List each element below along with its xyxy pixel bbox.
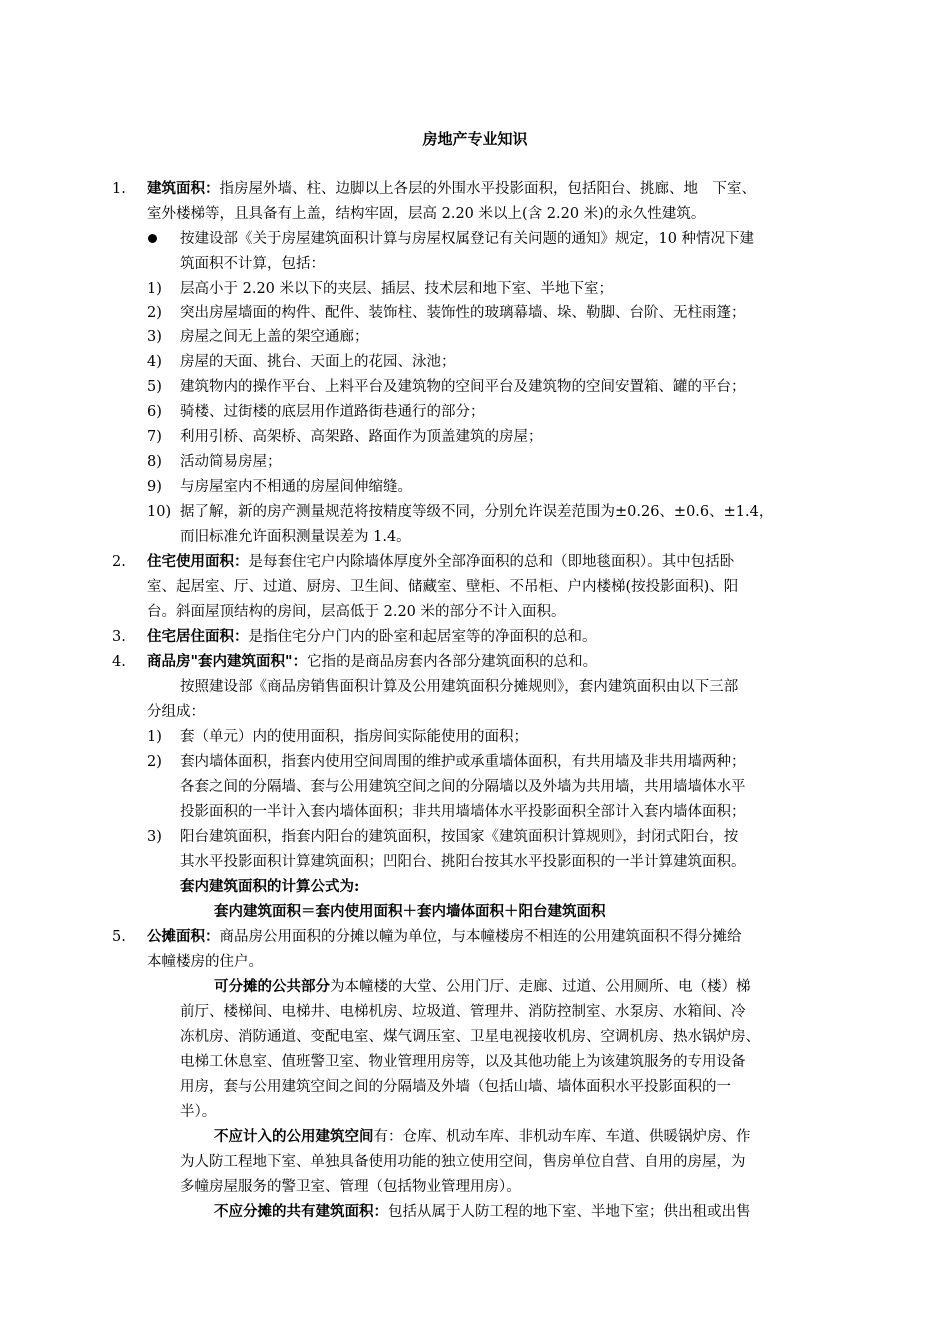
list-item-number: 5) xyxy=(147,379,162,395)
section-1-line-1 xyxy=(147,179,756,199)
paragraph-line: 冻机房、消防通道、变配电室、煤气调压室、卫星电视接收机房、空调机房、热水锅炉房、 xyxy=(180,1029,760,1045)
paragraph-line xyxy=(214,1127,751,1147)
list-item-continuation: 其水平投影面积计算建筑面积；凹阳台、挑阳台按其水平投影面积的一半计算建筑面积。 xyxy=(180,854,746,870)
paragraph-line: 电梯工休息室、值班警卫室、物业管理用房等，以及其他功能上为该建筑服务的专用设备 xyxy=(180,1054,746,1070)
list-item-number: 3) xyxy=(147,829,162,845)
list-item: 套内墙体面积，指套内使用空间周围的维护或承重墙体面积，有共用墙及非共用墙两种； xyxy=(180,754,746,770)
formula: 套内建筑面积＝套内使用面积＋套内墙体面积＋阳台建筑面积 xyxy=(214,903,606,920)
list-item: 利用引桥、高架桥、高架路、路面作为顶盖建筑的房屋； xyxy=(180,429,543,445)
list-item-number: 4) xyxy=(147,354,162,370)
paragraph-text: 包括从属于人防工程的地下室、半地下室；供出租或出售 xyxy=(388,1204,751,1220)
section-number: 5. xyxy=(112,929,126,945)
section-4-line-1 xyxy=(147,652,597,672)
section-5-line-1 xyxy=(147,927,742,947)
paragraph-text: 为本幢楼的大堂、公用门厅、走廊、过道、公用厕所、电（楼）梯 xyxy=(330,979,751,995)
list-item: 据了解，新的房产测量规范将按精度等级不同，分别允许误差范围为±0.26、±0.6、±1.4， xyxy=(180,504,774,520)
list-item: 房屋的天面、挑台、天面上的花园、泳池； xyxy=(180,354,456,370)
section-2-line-1 xyxy=(147,552,734,572)
section-number: 4. xyxy=(112,654,126,670)
section-number: 3. xyxy=(112,629,126,645)
paragraph-line: 用房，套与公用建筑空间之间的分隔墙及外墙（包括山墙、墙体面积水平投影面积的一 xyxy=(180,1079,731,1095)
list-item-continuation: 而旧标准允许面积测量误差为 1.4。 xyxy=(180,529,411,545)
page-title: 房地产专业知识 xyxy=(422,130,528,148)
list-item: 与房屋室内不相通的房屋间伸缩缝。 xyxy=(180,479,412,495)
section-text: 是每套住宅户内除墙体厚度外全部净面积的总和（即地毯面积）。其中包括卧 xyxy=(248,554,735,570)
paragraph-line xyxy=(214,1202,751,1222)
paragraph-line xyxy=(214,977,751,997)
section-2-line-3: 台。斜面屋顶结构的房间，层高低于 2.20 米的部分不计入面积。 xyxy=(147,604,566,620)
list-item-number: 10) xyxy=(147,504,172,520)
section-heading: 住宅居住面积： xyxy=(147,628,249,645)
list-item-number: 7) xyxy=(147,429,162,445)
list-item-number: 1) xyxy=(147,729,162,745)
list-item: 建筑物内的操作平台、上料平台及建筑物的空间平台及建筑物的空间安置箱、罐的平台； xyxy=(180,379,746,395)
paragraph-line: 半）。 xyxy=(180,1104,217,1120)
list-item-continuation: 各套之间的分隔墙、套与公用建筑空间之间的分隔墙以及外墙为共用墙，共用墙墙体水平 xyxy=(180,779,746,795)
list-item: 活动简易房屋； xyxy=(180,454,282,470)
paragraph-line: 分组成： xyxy=(147,704,205,720)
list-item: 层高小于 2.20 米以下的夹层、插层、技术层和地下室、半地下室； xyxy=(180,281,614,297)
section-heading: 公摊面积： xyxy=(147,928,220,945)
list-item: 突出房屋墙面的构件、配件、装饰柱、装饰性的玻璃幕墙、垛、勒脚、台阶、无柱雨篷； xyxy=(180,305,746,321)
section-5-line-2: 本幢楼房的住户。 xyxy=(147,954,263,970)
section-text: 商品房公用面积的分摊以幢为单位，与本幢楼房不相连的公用建筑面积不得分摊给 xyxy=(219,929,742,945)
paragraph-line: 前厅、楼梯间、电梯井、电梯机房、垃圾道、管理井、消防控制室、水泵房、水箱间、冷 xyxy=(180,1004,746,1020)
formula-heading: 套内建筑面积的计算公式为: xyxy=(180,878,360,895)
section-1-line-2: 室外楼梯等，且具备有上盖，结构牢固，层高 2.20 米以上(含 2.20 米)的永久性建筑。 xyxy=(147,206,706,222)
list-item-number: 8) xyxy=(147,454,162,470)
section-number: 2. xyxy=(112,554,126,570)
paragraph-text: 有：仓库、机动车库、非机动车库、车道、供暖锅炉房、作 xyxy=(373,1129,751,1145)
paragraph-heading: 不应分摊的共有建筑面积： xyxy=(214,1203,388,1220)
bullet-icon xyxy=(148,234,157,243)
section-heading: 住宅使用面积： xyxy=(147,553,249,570)
section-text: 指房屋外墙、柱、边脚以上各层的外围水平投影面积，包括阳台、挑廊、地 下室、 xyxy=(219,181,756,197)
list-item-continuation: 投影面积的一半计入套内墙体面积；非共用墙墙体水平投影面积全部计入套内墙体面积； xyxy=(180,804,746,820)
list-item-number: 9) xyxy=(147,479,162,495)
list-item-number: 1) xyxy=(147,281,162,297)
list-item: 骑楼、过街楼的底层用作道路街巷通行的部分； xyxy=(180,404,485,420)
section-2-line-2: 室、起居室、厅、过道、厨房、卫生间、储藏室、壁柜、不吊柜、户内楼梯(按投影面积)、阳 xyxy=(147,579,739,595)
section-text: 是指住宅分户门内的卧室和起居室等的净面积的总和。 xyxy=(248,629,597,645)
section-heading: 商品房"套内建筑面积"： xyxy=(147,653,308,670)
paragraph-heading: 不应计入的公用建筑空间 xyxy=(214,1128,374,1145)
section-number: 1. xyxy=(112,181,126,197)
list-item-number: 6) xyxy=(147,404,162,420)
paragraph-line: 为人防工程地下室、单独具备使用功能的独立使用空间，售房单位自营、自用的房屋，为 xyxy=(180,1154,746,1170)
section-3-line-1 xyxy=(147,627,597,647)
paragraph-line: 多幢房屋服务的警卫室、管理（包括物业管理用房）。 xyxy=(180,1179,521,1195)
section-heading: 建筑面积： xyxy=(147,180,220,197)
list-item: 阳台建筑面积，指套内阳台的建筑面积，按国家《建筑面积计算规则》，封闭式阳台，按 xyxy=(180,829,739,845)
section-text: 它指的是商品房套内各部分建筑面积的总和。 xyxy=(307,654,598,670)
bullet-line-2: 筑面积不计算，包括： xyxy=(180,256,325,272)
list-item: 房屋之间无上盖的架空通廊； xyxy=(180,329,369,345)
list-item: 套（单元）内的使用面积，指房间实际能使用的面积； xyxy=(180,729,528,745)
paragraph-heading: 可分摊的公共部分 xyxy=(214,978,330,995)
list-item-number: 3) xyxy=(147,329,162,345)
list-item-number: 2) xyxy=(147,305,162,321)
list-item-number: 2) xyxy=(147,754,162,770)
bullet-line-1: 按建设部《关于房屋建筑面积计算与房屋权属登记有关问题的通知》规定，10 种情况下建 xyxy=(180,231,755,247)
paragraph-line: 按照建设部《商品房销售面积计算及公用建筑面积分摊规则》，套内建筑面积由以下三部 xyxy=(180,679,739,695)
